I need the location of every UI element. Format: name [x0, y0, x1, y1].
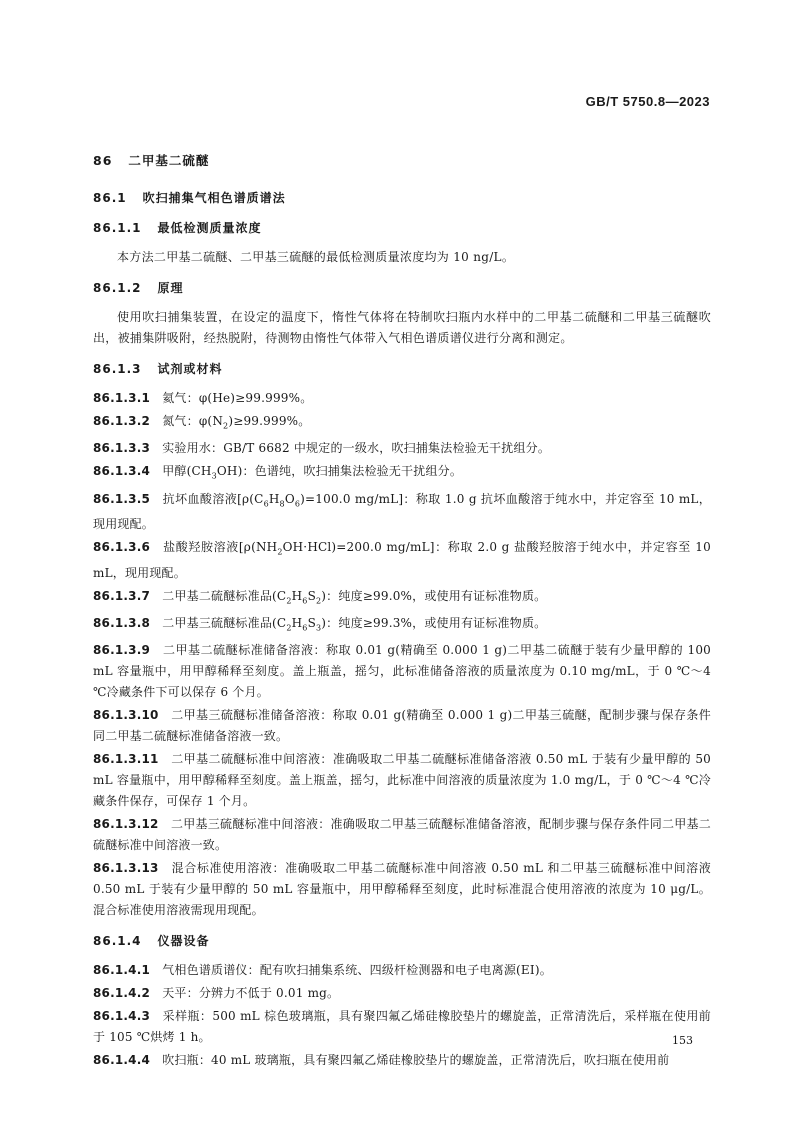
- list-item: [93, 705, 711, 747]
- item-text: H: [291, 588, 303, 603]
- item-text: 甲醇(CH: [162, 464, 212, 479]
- subscript: 3: [316, 623, 322, 633]
- item-text: 氦气：φ(He)≥99.999%。: [162, 391, 313, 405]
- item-number: 86.1.3.9: [93, 643, 151, 658]
- subsection-title: 原理: [157, 281, 184, 295]
- item-number: 86.1.3.12: [93, 817, 159, 832]
- item-text: 盐酸羟胺溶液[ρ(NH: [163, 540, 278, 555]
- list-item: [93, 489, 711, 535]
- item-text: )：纯度≥99.0%，或使用有证标准物质。: [321, 588, 547, 603]
- subsection-title: 试剂或材料: [157, 362, 223, 376]
- item-number: 86.1.4.2: [93, 986, 151, 1001]
- item-text: OH·HCl)=200.0 mg/mL]：称取 2.0 g 盐酸羟胺溶于纯水中，并定容至 10 mL，现用现配。: [93, 540, 711, 580]
- subscript: 6: [263, 499, 269, 509]
- item-number: 86.1.3.11: [93, 752, 159, 767]
- subscript: 6: [302, 595, 308, 605]
- subsection-heading-principle: [93, 278, 711, 299]
- section-heading: [93, 150, 711, 171]
- item-text: 天平：分辨力不低于 0.01 mg。: [162, 986, 340, 1001]
- subsection-title: 最低检测质量浓度: [157, 221, 262, 235]
- item-number: 86.1.3.7: [93, 588, 151, 603]
- section-title: 二甲基二硫醚: [128, 153, 210, 168]
- item-text: )=100.0 mg/mL]：称取 1.0 g 抗坏血酸溶于纯水中，并定容至 10 mL，现用现配。: [93, 491, 712, 532]
- item-text: 气相色谱质谱仪：配有吹扫捕集系统、四级杆检测器和电子电离源(EI)。: [162, 963, 552, 978]
- subscript: 2: [286, 623, 292, 633]
- subscript: 2: [223, 421, 229, 431]
- item-text: )：纯度≥99.3%，或使用有证标准物质。: [321, 615, 547, 630]
- list-item: [93, 411, 711, 436]
- item-number: 86.1.4.4: [93, 1053, 151, 1068]
- item-text: 二甲基三硫醚标准储备溶液：称取 0.01 g(精确至 0.000 1 g)二甲基三硫醚，配制步骤与保存条件同二甲基二硫醚标准储备溶液一致。: [93, 708, 712, 744]
- item-text: 二甲基三硫醚标准品(C: [162, 615, 287, 630]
- page-number: 153: [672, 1034, 693, 1047]
- item-number: 86.1.4.3: [93, 1009, 151, 1024]
- item-number: 86.1.3.2: [93, 414, 151, 428]
- subscript: 6: [302, 623, 308, 633]
- subscript: 2: [316, 595, 322, 605]
- item-text: 吹扫瓶：40 mL 玻璃瓶，具有聚四氟乙烯硅橡胶垫片的螺旋盖，正常清洗后，吹扫瓶在使用前: [162, 1053, 670, 1068]
- method-number: 86.1: [93, 191, 127, 205]
- item-number: 86.1.3.3: [93, 441, 151, 456]
- list-item: [93, 983, 711, 1004]
- subsection-heading-detection-limit: [93, 218, 711, 239]
- subsection-number: 86.1.3: [93, 362, 142, 376]
- item-number: 86.1.3.1: [93, 391, 151, 405]
- item-text: H: [268, 491, 280, 506]
- list-item: [93, 960, 711, 981]
- item-text: 二甲基三硫醚标准中间溶液：准确吸取二甲基三硫醚标准储备溶液，配制步骤与保存条件同二甲基二硫醚标准中间溶液一致。: [93, 817, 711, 853]
- subsection-title: 仪器设备: [157, 934, 210, 949]
- item-number: 86.1.3.5: [93, 491, 151, 506]
- reagent-list: [93, 388, 711, 921]
- subsection-number: 86.1.4: [93, 934, 142, 949]
- item-text: O: [284, 491, 295, 506]
- section-number: 86: [93, 153, 113, 168]
- list-item: [93, 858, 711, 921]
- subscript: 6: [294, 499, 301, 509]
- list-item: [93, 586, 711, 611]
- item-number: 86.1.3.6: [93, 540, 151, 555]
- item-text: H: [291, 615, 303, 630]
- method-title: 吹扫捕集气相色谱质谱法: [142, 191, 286, 205]
- principle-paragraph: 使用吹扫捕集装置，在设定的温度下，惰性气体将在特制吹扫瓶内水样中的二甲基二硫醚和二甲基三硫醚吹出，被捕集阱吸附，经热脱附，待测物由惰性气体带入气相色谱质谱仪进行分离和测定。: [93, 310, 711, 345]
- item-text: S: [307, 588, 316, 603]
- item-text: 二甲基二硫醚标准储备溶液：称取 0.01 g(精确至 0.000 1 g)二甲基二硫醚于装有少量甲醇的 100 mL 容量瓶中，用甲醇稀释至刻度。盖上瓶盖，摇匀，此标准储备溶液的质量浓度为 0.10 mg/mL，于 0 ℃～4 ℃冷藏条件下可以保存 6 个月。: [93, 643, 712, 700]
- document-body: [93, 150, 711, 1071]
- item-text: OH)：色谱纯，吹扫捕集法检验无干扰组分。: [216, 464, 463, 479]
- detection-limit-paragraph: 本方法二甲基二硫醚、二甲基三硫醚的最低检测质量浓度均为 10 ng/L。: [117, 250, 515, 264]
- item-text: 采样瓶：500 mL 棕色玻璃瓶，具有聚四氟乙烯硅橡胶垫片的螺旋盖，正常清洗后，采样瓶在使用前于 105 ℃烘烤 1 h。: [93, 1009, 711, 1045]
- subscript: 2: [286, 595, 292, 605]
- item-text: 实验用水：GB/T 6682 中规定的一级水，吹扫捕集法检验无干扰组分。: [162, 441, 551, 456]
- item-text: 二甲基二硫醚标准品(C: [162, 588, 287, 603]
- subscript: 8: [279, 499, 285, 509]
- item-text: 混合标准使用溶液：准确吸取二甲基二硫醚标准中间溶液 0.50 mL 和二甲基三硫醚标准中间溶液 0.50 mL 于装有少量甲醇的 50 mL 容量瓶中，用甲醇稀释至刻度，此时标准混合使用溶液的浓度为 10 μg/L。混合标准使用溶液需现用现配。: [93, 861, 711, 918]
- item-text: 二甲基二硫醚标准中间溶液：准确吸取二甲基二硫醚标准储备溶液 0.50 mL 于装有少量甲醇的 50 mL 容量瓶中，用甲醇稀释至刻度。盖上瓶盖，摇匀，此标准中间溶液的质量浓度为 1.0 mg/L，于 0 ℃～4 ℃冷藏条件保存，可保存 1 个月。: [93, 752, 712, 809]
- list-item: [93, 388, 711, 409]
- subscript: 3: [211, 471, 217, 481]
- subsection-heading-reagents: [93, 359, 711, 380]
- item-number: 86.1.4.1: [93, 963, 151, 978]
- list-item: [93, 640, 711, 703]
- subsection-number: 86.1.2: [93, 281, 142, 295]
- list-item: [93, 613, 711, 638]
- item-text: 氮气：φ(N: [162, 414, 224, 428]
- list-item: [93, 461, 711, 486]
- item-text: )≥99.999%。: [228, 414, 311, 428]
- subscript: 2: [277, 547, 283, 557]
- item-number: 86.1.3.8: [93, 615, 151, 630]
- list-item: [93, 814, 711, 856]
- item-number: 86.1.3.10: [93, 708, 159, 723]
- list-item: [93, 749, 711, 812]
- list-item: [93, 537, 711, 583]
- item-text: S: [307, 615, 316, 630]
- apparatus-list: [93, 960, 711, 1071]
- list-item: [93, 1006, 711, 1048]
- item-number: 86.1.3.4: [93, 464, 151, 479]
- item-text: 抗坏血酸溶液[ρ(C: [162, 491, 264, 506]
- list-item: [93, 1050, 711, 1071]
- subsection-number: 86.1.1: [93, 221, 142, 235]
- method-heading: [93, 188, 711, 209]
- standard-number: GB/T 5750.8—2023: [585, 94, 710, 109]
- item-number: 86.1.3.13: [93, 861, 159, 876]
- list-item: [93, 438, 711, 459]
- subsection-heading-apparatus: [93, 931, 711, 952]
